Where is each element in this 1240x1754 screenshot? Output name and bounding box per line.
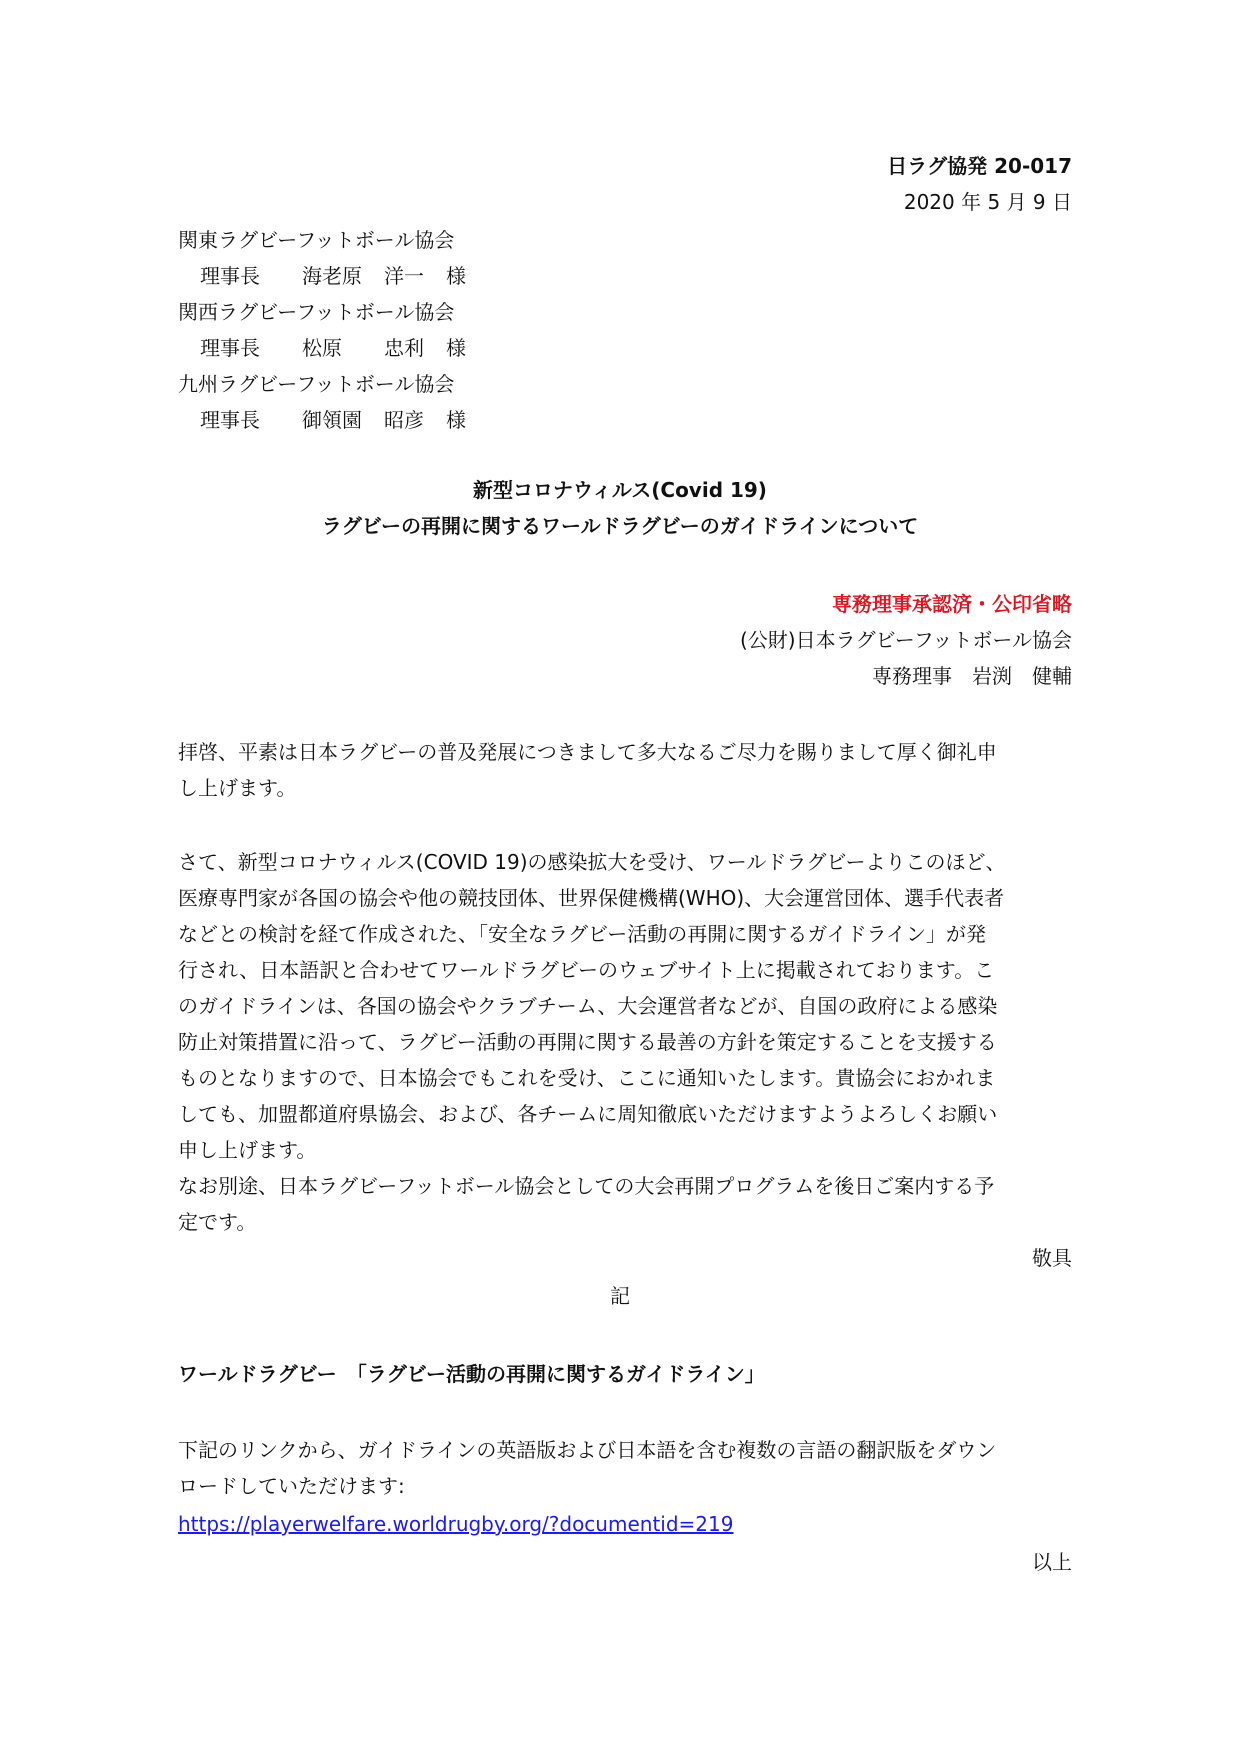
body-p2-line-2: 医療専門家が各国の協会や他の競技団体、世界保健機構(WHO)、大会運営団体、選手代表者	[178, 886, 1005, 910]
body-p2-line-7: ものとなりますので、日本協会でもこれを受け、ここに通知いたします。貴協会におかれま	[178, 1066, 996, 1090]
document-number: 日ラグ協発 20-017	[887, 154, 1072, 178]
ijo-end-mark: 以上	[1032, 1550, 1072, 1574]
recipient-person-kanto: 理事長 海老原 洋一 様	[200, 264, 466, 288]
approval-note: 専務理事承認済・公印省略	[832, 592, 1072, 616]
body-p2-line-8: しても、加盟都道府県協会、および、各チームに周知徹底いただけますようよろしくお願い	[178, 1102, 998, 1126]
guideline-url[interactable]: https://playerwelfare.worldrugby.org/?documentid=219	[178, 1512, 734, 1536]
body-p2-line-6: 防止対策措置に沿って、ラグビー活動の再開に関する最善の方針を策定することを支援する	[178, 1030, 997, 1054]
body-p1-line-1: 拝啓、平素は日本ラグビーの普及発展につきまして多大なるご尽力を賜りまして厚く御礼申	[178, 740, 997, 764]
body-p2-line-1: さて、新型コロナウィルス(COVID 19)の感染拡大を受け、ワールドラグビーよりこのほど、	[178, 850, 1006, 874]
body-p2-line-3: などとの検討を経て作成された、「安全なラグビー活動の再開に関するガイドライン」が発	[178, 922, 986, 946]
document-date: 2020 年 5 月 9 日	[903, 190, 1072, 214]
guideline-text-line-2: ロードしていただけます:	[178, 1474, 405, 1498]
body-p2-line-4: 行され、日本語訳と合わせてワールドラグビーのウェブサイト上に掲載されております。こ	[178, 958, 995, 982]
body-p2-line-10: なお別途、日本ラグビーフットボール協会としての大会再開プログラムを後日ご案内する予	[178, 1174, 995, 1198]
recipient-person-kyushu: 理事長 御領園 昭彦 様	[200, 408, 466, 432]
guideline-link[interactable]	[178, 1510, 733, 1538]
sender-organization: (公財)日本ラグビーフットボール協会	[739, 628, 1072, 652]
recipient-org-kansai: 関西ラグビーフットボール協会	[178, 300, 455, 324]
ki-mark: 記	[610, 1284, 630, 1308]
sender-person: 専務理事 岩渕 健輔	[872, 664, 1072, 688]
body-p2-line-9: 申し上げます。	[178, 1138, 317, 1162]
subject-line-2: ラグビーの再開に関するワールドラグビーのガイドラインについて	[321, 514, 919, 538]
subject-line-1: 新型コロナウィルス(Covid 19)	[473, 478, 767, 502]
body-p2-line-5: のガイドラインは、各国の協会やクラブチーム、大会運営者などが、自国の政府による感染	[178, 994, 998, 1018]
recipient-org-kyushu: 九州ラグビーフットボール協会	[178, 372, 455, 396]
recipient-org-kanto: 関東ラグビーフットボール協会	[178, 228, 455, 252]
closing-keigu: 敬具	[1032, 1246, 1072, 1270]
guideline-text-line-1: 下記のリンクから、ガイドラインの英語版および日本語を含む複数の言語の翻訳版をダウン	[178, 1438, 997, 1462]
guideline-heading: ワールドラグビー 「ラグビー活動の再開に関するガイドライン」	[178, 1362, 765, 1386]
body-p1-line-2: し上げます。	[178, 776, 297, 800]
recipient-person-kansai: 理事長 松原 忠利 様	[200, 336, 466, 360]
body-p2-line-11: 定です。	[178, 1210, 257, 1234]
